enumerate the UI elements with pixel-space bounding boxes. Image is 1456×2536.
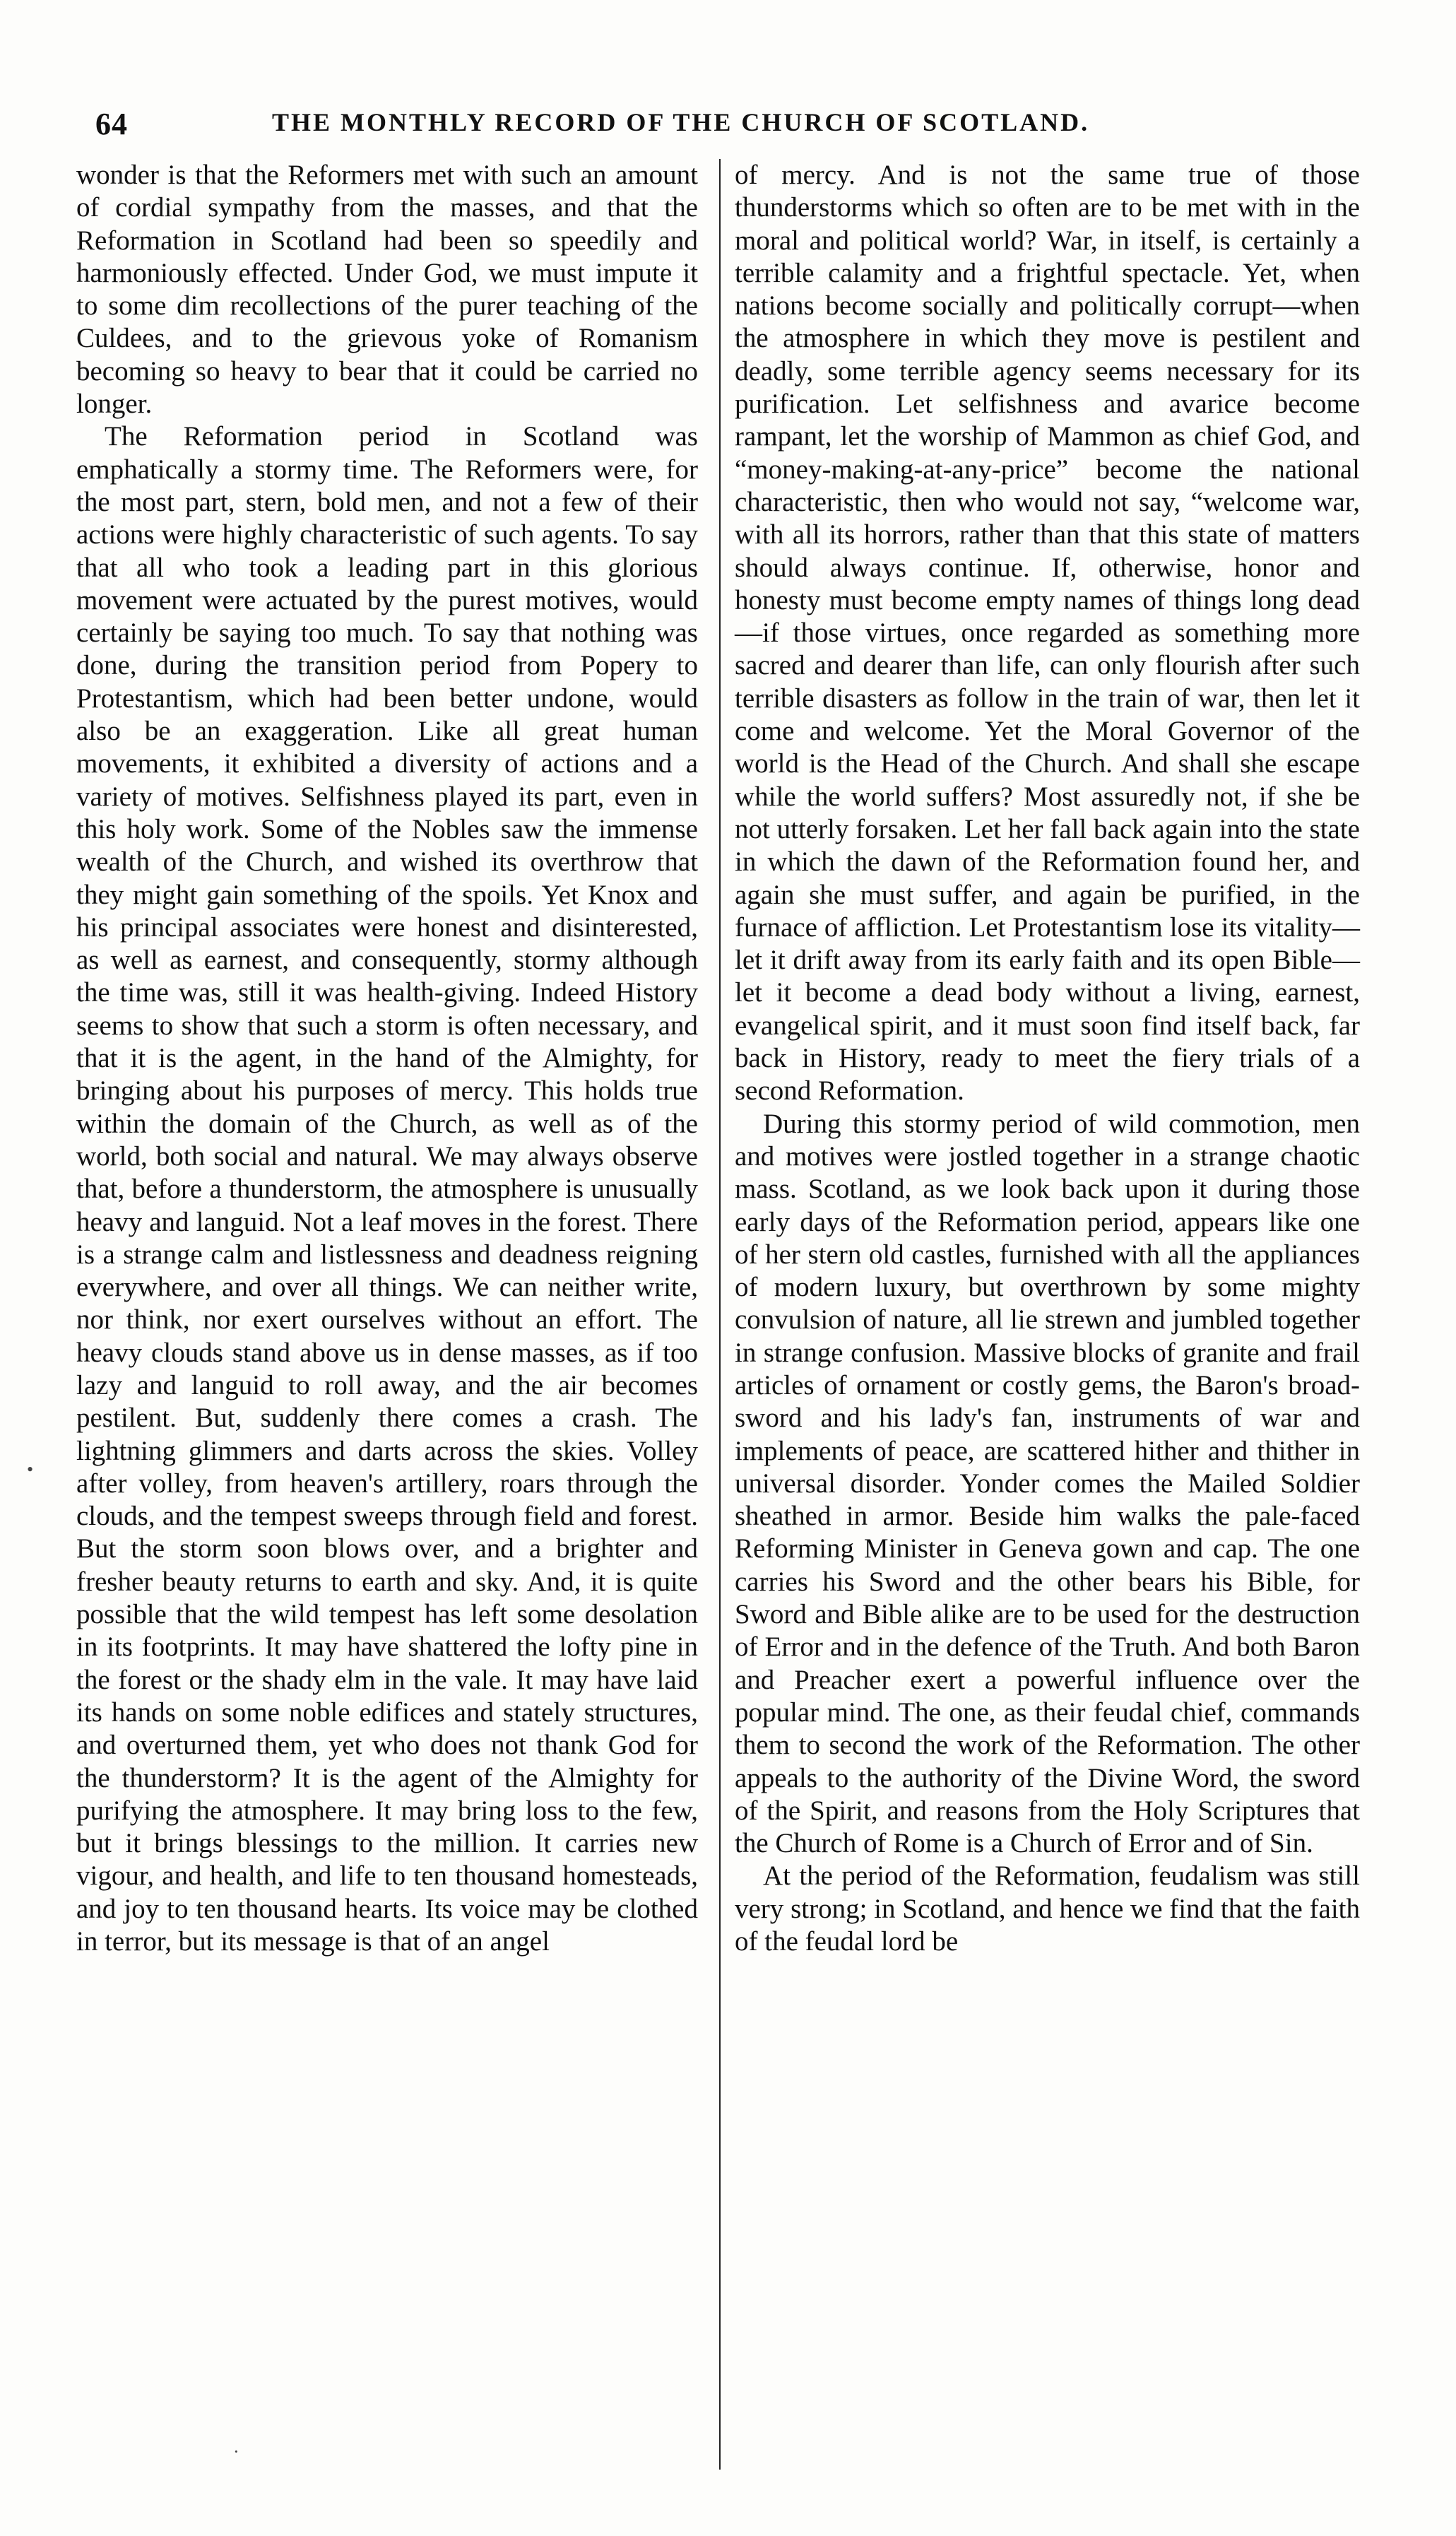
ink-speck: · xyxy=(233,2441,239,2462)
ink-speck: • xyxy=(27,1459,34,1480)
paragraph: of mercy. And is not the same true of those thunderstorms which so often are to be met with in the moral and political world? War, in itself, is certainly a terrible calamity and a frightful spectacle. Yet, when nations become socially and politically corrupt—when the atmosphere in which they move is pestilent and deadly, some terrible agency seems necessary for its purification. Let selfishness and avarice become rampant, let the worship of Mammon as chief God, and “money-making-at-any-price” become the national characteristic, then who would not say, “welcome war, with all its horrors, rather than that this state of matters should always continue. If, otherwise, honor and honesty must become empty names of things long dead—if those virtues, once regarded as something more sacred and dearer than life, can only flourish after such terrible disasters as follow in the train of war, then let it come and welcome. Yet the Moral Governor of the world is the Head of the Church. And shall she escape while the world suffers? Most assuredly not, if she be not utterly forsaken. Let her fall back again into the state in which the dawn of the Reformation found her, and again she must suffer, and again be purified, in the furnace of affliction. Let Protestantism lose its vitality—let it drift away from its early faith and its open Bible—let it become a dead body without a living, earnest, evangelical spirit, and it must soon find itself back, far back in History, ready to meet the fiery trials of a second Reformation. xyxy=(735,160,1360,1107)
paragraph: At the period of the Reformation, feudalism was still very strong; in Scotland, and hence we find that the faith of the feudal lord be xyxy=(735,1860,1360,1957)
left-column xyxy=(76,159,698,1958)
running-title: THE MONTHLY RECORD OF THE CHURCH OF SCOTLAND. xyxy=(272,108,1090,136)
page-number: 64 xyxy=(95,107,128,141)
paragraph: The Reformation period in Scotland was emphatically a stormy time. The Reformers were, for the most part, stern, bold men, and not a few of their actions were highly characteristic of such agents. To say that all who took a leading part in this glorious movement were actuated by the purest motives, would certainly be saying too much. To say that nothing was done, during the transition period from Popery to Protestantism, which had been better undone, would also be an exaggeration. Like all great human movements, it exhibited a diversity of actions and a variety of motives. Selfishness played its part, even in this holy work. Some of the Nobles saw the immense wealth of the Church, and wished its overthrow that they might gain something of the spoils. Yet Knox and his principal associates were honest and disinterested, as well as earnest, and consequently, stormy although the time was, still it was health-giving. Indeed History seems to show that such a storm is often necessary, and that it is the agent, in the hand of the Almighty, for bringing about his purposes of mercy. This holds true within the domain of the Church, as well as of the world, both social and natural. We may always observe that, before a thunderstorm, the atmosphere is unusually heavy and languid. Not a leaf moves in the forest. There is a strange calm and listlessness and deadness reigning everywhere, and over all things. We can neither write, nor think, nor exert ourselves without an effort. The heavy clouds stand above us in dense masses, as if too lazy and languid to roll away, and the air becomes pestilent. But, suddenly there comes a crash. The lightning glimmers and darts across the skies. Volley after volley, from heaven's artillery, roars through the clouds, and the tempest sweeps through field and forest. But the storm soon blows over, and a brighter and fresher beauty returns to earth and sky. And, it is quite possible that the wild tempest has left some desolation in its footprints. It may have shattered the lofty pine in the forest or the shady elm in the vale. It may have laid its hands on some noble edifices and stately structures, and overturned them, yet who does not thank God for the thunderstorm? It is the agent of the Almighty for purifying the atmosphere. It may bring loss to the few, but it brings blessings to the million. It carries new vigour, and health, and life to ten thousand homesteads, and joy to ten thousand hearts. Its voice may be clothed in terror, but its message is that of an angel xyxy=(76,421,698,1957)
paragraph: During this stormy period of wild commotion, men and motives were jostled together in a strange chaotic mass. Scotland, as we look back upon it during those early days of the Reformation period, appears like one of her stern old castles, furnished with all the appliances of modern luxury, but overthrown by some mighty convulsion of nature, all lie strewn and jumbled together in strange confusion. Massive blocks of granite and frail articles of ornament or costly gems, the Baron's broad-sword and his lady's fan, instruments of war and implements of peace, are scattered hither and thither in universal disorder. Yonder comes the Mailed Soldier sheathed in armor. Beside him walks the pale-faced Reforming Minister in Geneva gown and cap. The one carries his Sword and the other bears his Bible, for Sword and Bible alike are to be used for the destruction of Error and in the defence of the Truth. And both Baron and Preacher exert a powerful influence over the popular mind. The one, as their feudal chief, commands them to second the work of the Reformation. The other appeals to the authority of the Divine Word, the sword of the Spirit, and reasons from the Holy Scriptures that the Church of Rome is a Church of Error and of Sin. xyxy=(735,1108,1360,1859)
page-header xyxy=(95,106,1367,148)
right-column xyxy=(735,159,1360,1958)
paragraph: wonder is that the Reformers met with such an amount of cordial sympathy from the masses, and that the Reformation in Scotland had been so speedily and harmoniously effected. Under God, we must impute it to some dim recollections of the purer teaching of the Culdees, and to the grievous yoke of Romanism becoming so heavy to bear that it could be carried no longer. xyxy=(76,160,698,420)
column-divider xyxy=(719,159,721,2470)
